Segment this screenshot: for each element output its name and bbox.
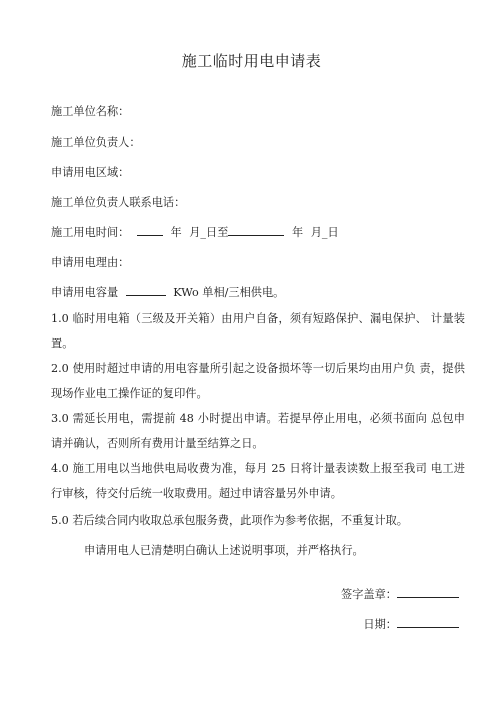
date-row [363,616,459,632]
rule-item: 3.0 需延长用电，需提前 48 小时提出申请。若提早停止用电，必须书面向 总包申请并确认，否则所有费用计量至结算之日。 [51,412,465,450]
leader-phone-field: 施工单位负责人联系电话： [51,196,186,209]
capacity-unit: KWo 单相/三相供电。 [173,286,285,299]
end-year-text: 年 [291,226,304,239]
rule-item: 4.0 施工用电以当地供电局收费为准，每月 25 日将计量表读数上报至我司 电工进行审核，待交付后统一收取费用。超过申请容量另外申请。 [51,462,465,500]
end-month-day-text: 月_日 [310,226,339,239]
end-year-blank [228,224,284,236]
start-year-text: 年 [170,226,182,239]
date-label: 日期： [363,618,397,631]
capacity-label: 申请用电容量 [51,286,119,299]
signature-label: 签字盖章： [341,588,397,601]
capacity-row [51,284,284,300]
rule-item: 1.0 临时用电箱（三级及开关箱）由用户自备，须有短路保护、漏电保护、 计量装置。 [51,312,465,350]
start-month-day-text: 月_日至 [189,226,229,239]
rule-item: 5.0 若后续合同内收取总承包服务费，此项作为参考依据，不重复计取。 [51,514,408,527]
usage-time-row [51,224,339,240]
usage-time-label: 施工用电时间： [51,226,130,239]
start-year-blank [137,224,163,236]
area-field: 申请用电区域： [51,166,130,179]
form-title: 施工临时用电申请表 [181,52,322,70]
rule-item: 2.0 使用时超过申请的用电容量所引起之设备损坏等一切后果均由用户负 责，提供现场作业电工操作证的复印件。 [51,362,465,400]
reason-field: 申请用电理由： [51,256,130,269]
signature-row [341,586,459,602]
date-blank [397,616,459,628]
unit-name-field: 施工单位名称： [51,105,130,118]
signature-blank [397,586,459,598]
capacity-blank [126,284,166,296]
unit-leader-field: 施工单位负责人： [51,136,141,149]
confirmation-statement: 申请用电人已清楚明白确认上述说明事项，并严格执行。 [84,544,364,557]
